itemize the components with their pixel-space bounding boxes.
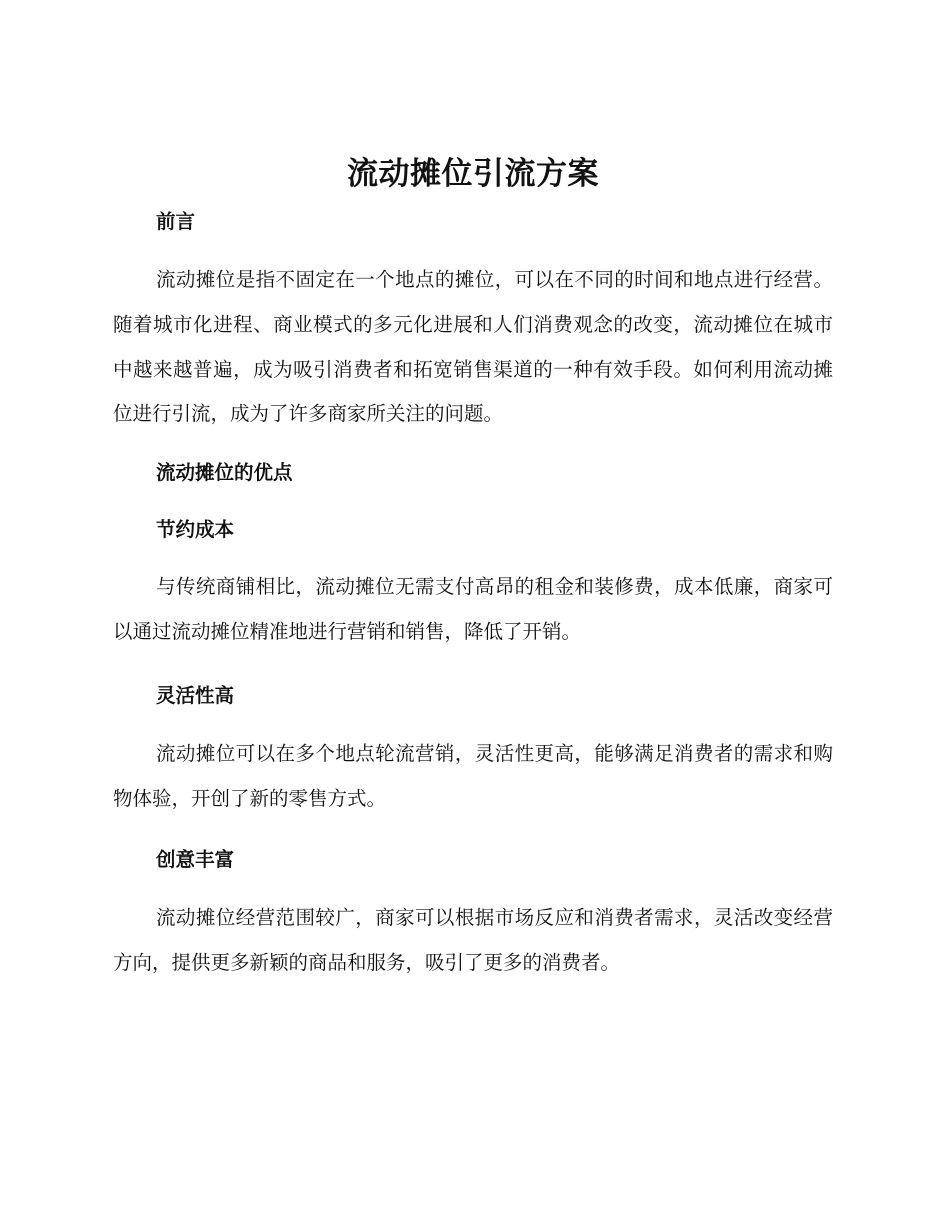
document-title: 流动摊位引流方案 [347, 156, 599, 192]
section-heading-creativity: 创意丰富 [156, 848, 235, 872]
section-heading-preface: 前言 [156, 210, 196, 233]
section-paragraph-flexibility: 流动摊位可以在多个地点轮流营销，灵活性更高，能够满足消费者的需求和购物体验，开创了新的零售方式。 [113, 741, 833, 810]
document-page [113, 152, 833, 986]
section-heading-cost-saving: 节约成本 [156, 518, 235, 542]
section-heading-flexibility: 灵活性高 [156, 683, 235, 707]
section-heading-advantages: 流动摊位的优点 [156, 461, 293, 485]
section-paragraph-creativity: 流动摊位经营范围较广，商家可以根据市场反应和消费者需求，灵活改变经营方向，提供更多新颖的商品和服务，吸引了更多的消费者。 [113, 906, 833, 975]
section-paragraph-cost-saving: 与传统商铺相比，流动摊位无需支付高昂的租金和装修费，成本低廉，商家可以通过流动摊位精准地进行营销和销售，降低了开销。 [113, 575, 833, 643]
section-paragraph-preface: 流动摊位是指不固定在一个地点的摊位，可以在不同的时间和地点进行经营。随着城市化进程、商业模式的多元化进展和人们消费观念的改变，流动摊位在城市中越来越普遍，成为吸引消费者和拓宽销售渠道的一种有效手段。如何利用流动摊位进行引流，成为了许多商家所关注的问题。 [113, 268, 833, 426]
